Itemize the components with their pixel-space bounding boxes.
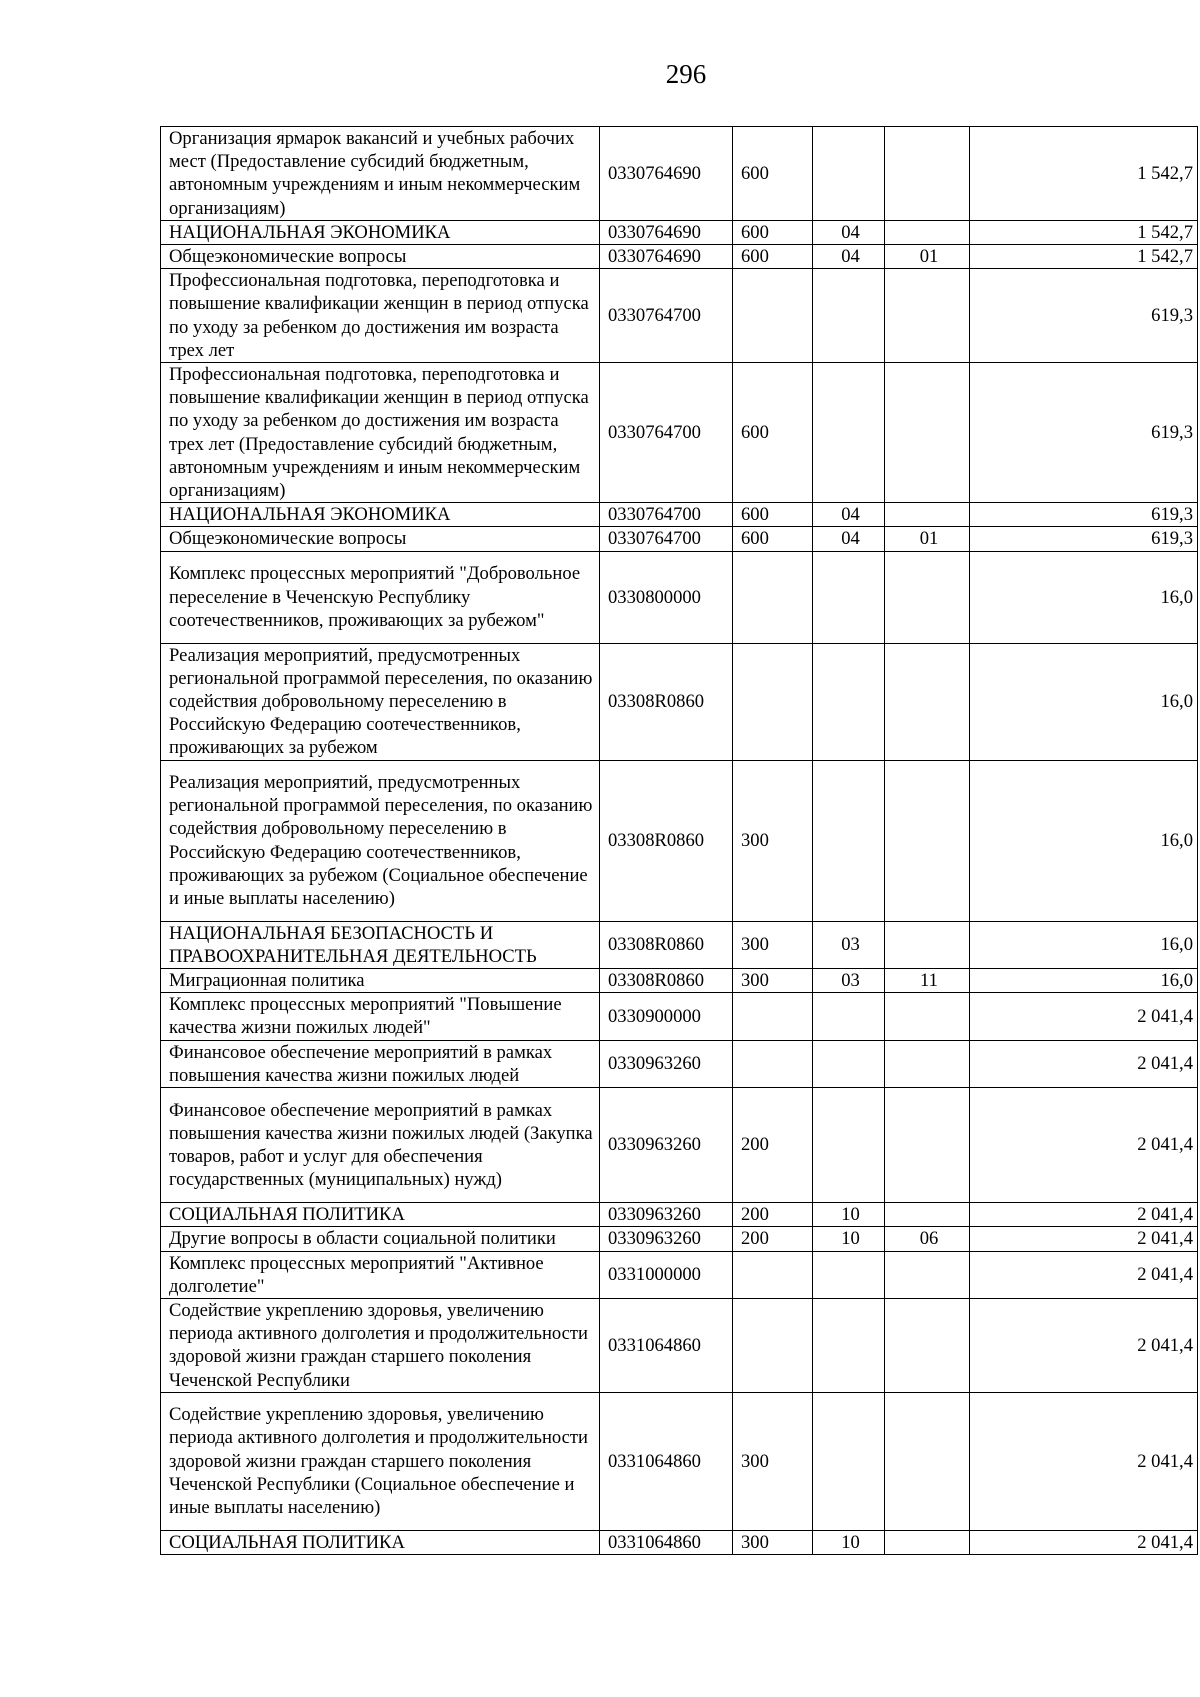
- target-code-cell: 0330764690: [600, 245, 733, 269]
- target-code-cell: 0330963260: [600, 1227, 733, 1251]
- amount-cell: 619,3: [970, 503, 1198, 527]
- subsection-cell: 01: [885, 527, 970, 551]
- target-code-cell: 0330764690: [600, 127, 733, 221]
- amount-cell: 16,0: [970, 921, 1198, 968]
- amount-cell: 1 542,7: [970, 245, 1198, 269]
- table-row: [161, 969, 1198, 993]
- amount-cell: 619,3: [970, 527, 1198, 551]
- subsection-cell: [885, 643, 970, 760]
- budget-table-body: [161, 127, 1198, 1555]
- subsection-cell: [885, 760, 970, 921]
- amount-cell: 1 542,7: [970, 127, 1198, 221]
- subsection-cell: [885, 503, 970, 527]
- section-cell: 04: [813, 503, 885, 527]
- target-code-cell: 03308R0860: [600, 643, 733, 760]
- row-name-cell: Содействие укреплению здоровья, увеличению периода активного долголетия и продолжительности здоровой жизни граждан старшего поколения Чеченской Республики (Социальное обеспечение и иные выплаты населению): [161, 1392, 600, 1530]
- section-cell: 10: [813, 1227, 885, 1251]
- expense-type-cell: 200: [733, 1227, 813, 1251]
- subsection-cell: [885, 1298, 970, 1392]
- table-row: [161, 1392, 1198, 1530]
- row-name-cell: Другие вопросы в области социальной политики: [161, 1227, 600, 1251]
- expense-type-cell: 300: [733, 1530, 813, 1554]
- subsection-cell: [885, 921, 970, 968]
- table-row: [161, 551, 1198, 643]
- section-cell: [813, 1040, 885, 1087]
- section-cell: [813, 551, 885, 643]
- target-code-cell: 0330764690: [600, 220, 733, 244]
- target-code-cell: 0331064860: [600, 1392, 733, 1530]
- page-number: 296: [665, 59, 707, 89]
- target-code-cell: 0330800000: [600, 551, 733, 643]
- amount-cell: 16,0: [970, 760, 1198, 921]
- table-row: [161, 1227, 1198, 1251]
- amount-cell: 2 041,4: [970, 1040, 1198, 1087]
- subsection-cell: [885, 220, 970, 244]
- expense-type-cell: 600: [733, 527, 813, 551]
- row-name-cell: НАЦИОНАЛЬНАЯ ЭКОНОМИКА: [161, 503, 600, 527]
- table-row: [161, 1203, 1198, 1227]
- section-cell: 04: [813, 527, 885, 551]
- target-code-cell: 0330900000: [600, 993, 733, 1040]
- table-row: [161, 1088, 1198, 1203]
- table-row: [161, 220, 1198, 244]
- section-cell: [813, 993, 885, 1040]
- subsection-cell: [885, 1392, 970, 1530]
- subsection-cell: [885, 993, 970, 1040]
- expense-type-cell: 300: [733, 760, 813, 921]
- table-row: [161, 1530, 1198, 1554]
- table-row: [161, 363, 1198, 503]
- expense-type-cell: [733, 993, 813, 1040]
- expense-type-cell: 200: [733, 1203, 813, 1227]
- row-name-cell: Общеэкономические вопросы: [161, 527, 600, 551]
- section-cell: [813, 269, 885, 363]
- amount-cell: 16,0: [970, 551, 1198, 643]
- row-name-cell: Комплекс процессных мероприятий "Повышение качества жизни пожилых людей": [161, 993, 600, 1040]
- table-row: [161, 245, 1198, 269]
- expense-type-cell: [733, 269, 813, 363]
- section-cell: [813, 643, 885, 760]
- target-code-cell: 0331000000: [600, 1251, 733, 1298]
- row-name-cell: Содействие укреплению здоровья, увеличению периода активного долголетия и продолжительности здоровой жизни граждан старшего поколения Чеченской Республики: [161, 1298, 600, 1392]
- section-cell: [813, 1298, 885, 1392]
- amount-cell: 1 542,7: [970, 220, 1198, 244]
- expense-type-cell: [733, 1298, 813, 1392]
- row-name-cell: Профессиональная подготовка, переподготовка и повышение квалификации женщин в период отпуска по уходу за ребенком до достижения им возраста трех лет: [161, 269, 600, 363]
- row-name-cell: Общеэкономические вопросы: [161, 245, 600, 269]
- section-cell: [813, 1392, 885, 1530]
- expense-type-cell: 300: [733, 1392, 813, 1530]
- section-cell: [813, 760, 885, 921]
- subsection-cell: 06: [885, 1227, 970, 1251]
- amount-cell: 2 041,4: [970, 1298, 1198, 1392]
- amount-cell: 2 041,4: [970, 1530, 1198, 1554]
- table-row: [161, 993, 1198, 1040]
- expense-type-cell: 600: [733, 503, 813, 527]
- row-name-cell: Реализация мероприятий, предусмотренных региональной программой переселения, по оказанию содействия добровольному переселению в Российскую Федерацию соотечественников, проживающих за рубежом (Социальное обеспечение и иные выплаты населению): [161, 760, 600, 921]
- amount-cell: 619,3: [970, 269, 1198, 363]
- subsection-cell: [885, 1203, 970, 1227]
- row-name-cell: Комплекс процессных мероприятий "Активное долголетие": [161, 1251, 600, 1298]
- row-name-cell: Профессиональная подготовка, переподготовка и повышение квалификации женщин в период отпуска по уходу за ребенком до достижения им возраста трех лет (Предоставление субсидий бюджетным, автономным учреждениям и иным некоммерческим организациям): [161, 363, 600, 503]
- expense-type-cell: [733, 643, 813, 760]
- target-code-cell: 0330764700: [600, 503, 733, 527]
- row-name-cell: СОЦИАЛЬНАЯ ПОЛИТИКА: [161, 1530, 600, 1554]
- expense-type-cell: 200: [733, 1088, 813, 1203]
- target-code-cell: 0330764700: [600, 527, 733, 551]
- subsection-cell: [885, 1251, 970, 1298]
- row-name-cell: Финансовое обеспечение мероприятий в рамках повышения качества жизни пожилых людей: [161, 1040, 600, 1087]
- section-cell: 03: [813, 969, 885, 993]
- target-code-cell: 0330764700: [600, 269, 733, 363]
- target-code-cell: 0330963260: [600, 1088, 733, 1203]
- table-row: [161, 269, 1198, 363]
- amount-cell: 2 041,4: [970, 1227, 1198, 1251]
- subsection-cell: [885, 1040, 970, 1087]
- target-code-cell: 03308R0860: [600, 760, 733, 921]
- target-code-cell: 0330764700: [600, 363, 733, 503]
- amount-cell: 2 041,4: [970, 993, 1198, 1040]
- expense-type-cell: 600: [733, 127, 813, 221]
- row-name-cell: Миграционная политика: [161, 969, 600, 993]
- section-cell: [813, 127, 885, 221]
- row-name-cell: НАЦИОНАЛЬНАЯ ЭКОНОМИКА: [161, 220, 600, 244]
- subsection-cell: [885, 1530, 970, 1554]
- table-row: [161, 1040, 1198, 1087]
- table-row: [161, 127, 1198, 221]
- subsection-cell: 11: [885, 969, 970, 993]
- table-row: [161, 760, 1198, 921]
- section-cell: [813, 1251, 885, 1298]
- section-cell: 04: [813, 245, 885, 269]
- row-name-cell: НАЦИОНАЛЬНАЯ БЕЗОПАСНОСТЬ И ПРАВООХРАНИТЕЛЬНАЯ ДЕЯТЕЛЬНОСТЬ: [161, 921, 600, 968]
- expense-type-cell: [733, 1251, 813, 1298]
- row-name-cell: Комплекс процессных мероприятий "Добровольное переселение в Чеченскую Республику соотечественников, проживающих за рубежом": [161, 551, 600, 643]
- subsection-cell: [885, 269, 970, 363]
- table-row: [161, 1251, 1198, 1298]
- subsection-cell: [885, 551, 970, 643]
- expense-type-cell: 600: [733, 220, 813, 244]
- expense-type-cell: 300: [733, 921, 813, 968]
- table-row: [161, 921, 1198, 968]
- target-code-cell: 0330963260: [600, 1203, 733, 1227]
- target-code-cell: 03308R0860: [600, 969, 733, 993]
- row-name-cell: СОЦИАЛЬНАЯ ПОЛИТИКА: [161, 1203, 600, 1227]
- row-name-cell: Организация ярмарок вакансий и учебных рабочих мест (Предоставление субсидий бюджетным, автономным учреждениям и иным некоммерческим организациям): [161, 127, 600, 221]
- expense-type-cell: [733, 551, 813, 643]
- expense-type-cell: [733, 1040, 813, 1087]
- target-code-cell: 0330963260: [600, 1040, 733, 1087]
- section-cell: 10: [813, 1530, 885, 1554]
- expense-type-cell: 300: [733, 969, 813, 993]
- budget-table: [160, 126, 1198, 1555]
- row-name-cell: Реализация мероприятий, предусмотренных региональной программой переселения, по оказанию содействия добровольному переселению в Российскую Федерацию соотечественников, проживающих за рубежом: [161, 643, 600, 760]
- subsection-cell: 01: [885, 245, 970, 269]
- table-row: [161, 503, 1198, 527]
- table-row: [161, 1298, 1198, 1392]
- amount-cell: 619,3: [970, 363, 1198, 503]
- target-code-cell: 0331064860: [600, 1530, 733, 1554]
- amount-cell: 16,0: [970, 643, 1198, 760]
- expense-type-cell: 600: [733, 245, 813, 269]
- amount-cell: 16,0: [970, 969, 1198, 993]
- section-cell: 03: [813, 921, 885, 968]
- target-code-cell: 0331064860: [600, 1298, 733, 1392]
- amount-cell: 2 041,4: [970, 1088, 1198, 1203]
- target-code-cell: 03308R0860: [600, 921, 733, 968]
- row-name-cell: Финансовое обеспечение мероприятий в рамках повышения качества жизни пожилых людей (Закупка товаров, работ и услуг для обеспечения государственных (муниципальных) нужд): [161, 1088, 600, 1203]
- subsection-cell: [885, 363, 970, 503]
- table-row: [161, 527, 1198, 551]
- section-cell: 04: [813, 220, 885, 244]
- subsection-cell: [885, 1088, 970, 1203]
- section-cell: [813, 363, 885, 503]
- amount-cell: 2 041,4: [970, 1251, 1198, 1298]
- section-cell: [813, 1088, 885, 1203]
- subsection-cell: [885, 127, 970, 221]
- expense-type-cell: 600: [733, 363, 813, 503]
- amount-cell: 2 041,4: [970, 1203, 1198, 1227]
- amount-cell: 2 041,4: [970, 1392, 1198, 1530]
- table-row: [161, 643, 1198, 760]
- section-cell: 10: [813, 1203, 885, 1227]
